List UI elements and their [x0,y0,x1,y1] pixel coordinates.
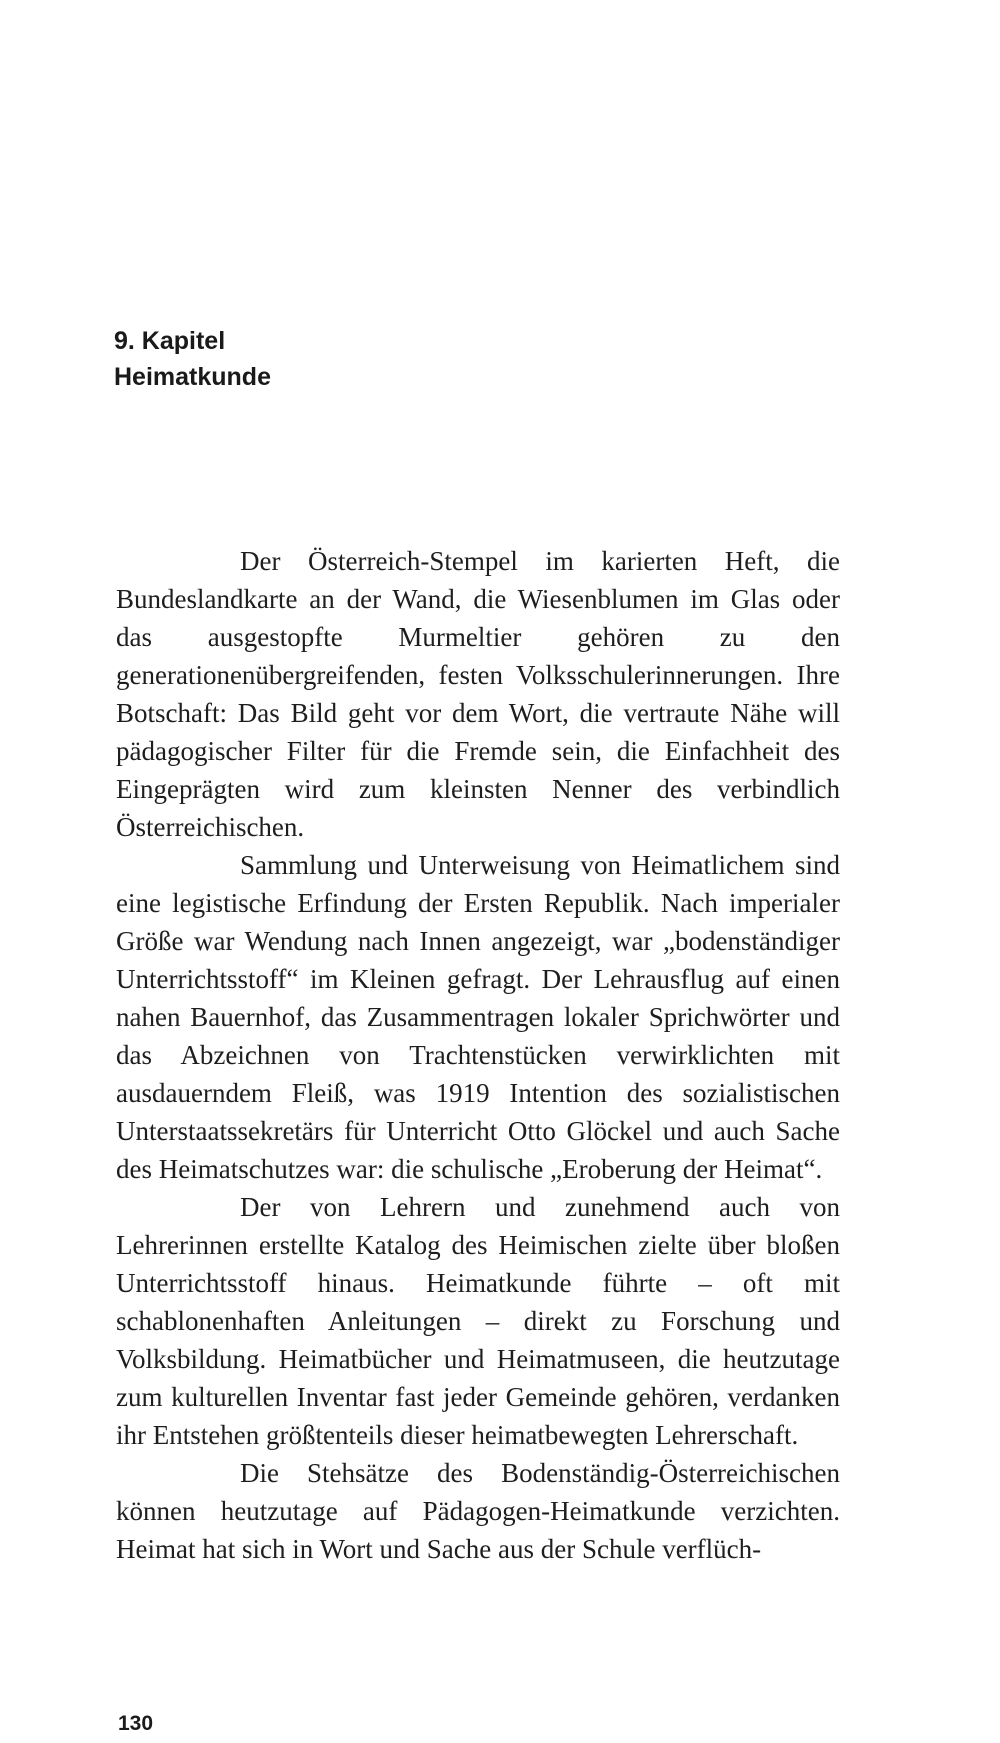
chapter-number: 9. Kapitel [114,327,226,355]
body-text [116,542,840,1568]
page-number: 130 [118,1712,154,1735]
chapter-title: Heimatkunde [114,363,271,391]
paragraph-4: Die Stehsätze des Bodenständig-Österreichischen können heutzutage auf Pädagogen-Heimatkunde verzichten. Heimat hat sich in Wort und Sache aus der Schule verflüch- [116,1458,840,1564]
paragraph-3: Der von Lehrern und zunehmend auch von Lehrerinnen erstellte Katalog des Heimischen zielte über bloßen Unterrichtsstoff hinaus. Heimatkunde führte – oft mit schablonenhaften Anleitungen – direkt zu Forschung und Volksbildung. Heimatbücher und Heimatmuseen, die heutzutage zum kulturellen Inventar fast jeder Gemeinde gehören, verdanken ihr Entstehen größtenteils dieser heimatbewegten Lehrerschaft. [116,1192,840,1450]
chapter-heading [114,323,271,395]
paragraph-1: Der Österreich-Stempel im karierten Heft, die Bundeslandkarte an der Wand, die Wiesenblumen im Glas oder das ausgestopfte Murmeltier gehören zu den generationenübergreifenden, festen Volksschulerinnerungen. Ihre Botschaft: Das Bild geht vor dem Wort, die vertraute Nähe will pädagogischer Filter für die Fremde sein, die Einfachheit des Eingeprägten wird zum kleinsten Nenner des verbindlich Österreichischen. [116,546,840,842]
paragraph-2: Sammlung und Unterweisung von Heimatlichem sind eine legistische Erfindung der Ersten Republik. Nach imperialer Größe war Wendung nach Innen angezeigt, war „bodenständiger Unterrichtsstoff“ im Kleinen gefragt. Der Lehrausflug auf einen nahen Bauernhof, das Zusammentragen lokaler Sprichwörter und das Abzeichnen von Trachtenstücken verwirklichten mit ausdauerndem Fleiß, was 1919 Intention des sozialistischen Unterstaatssekretärs für Unterricht Otto Glöckel und auch Sache des Heimatschutzes war: die schulische „Eroberung der Heimat“. [116,850,840,1184]
